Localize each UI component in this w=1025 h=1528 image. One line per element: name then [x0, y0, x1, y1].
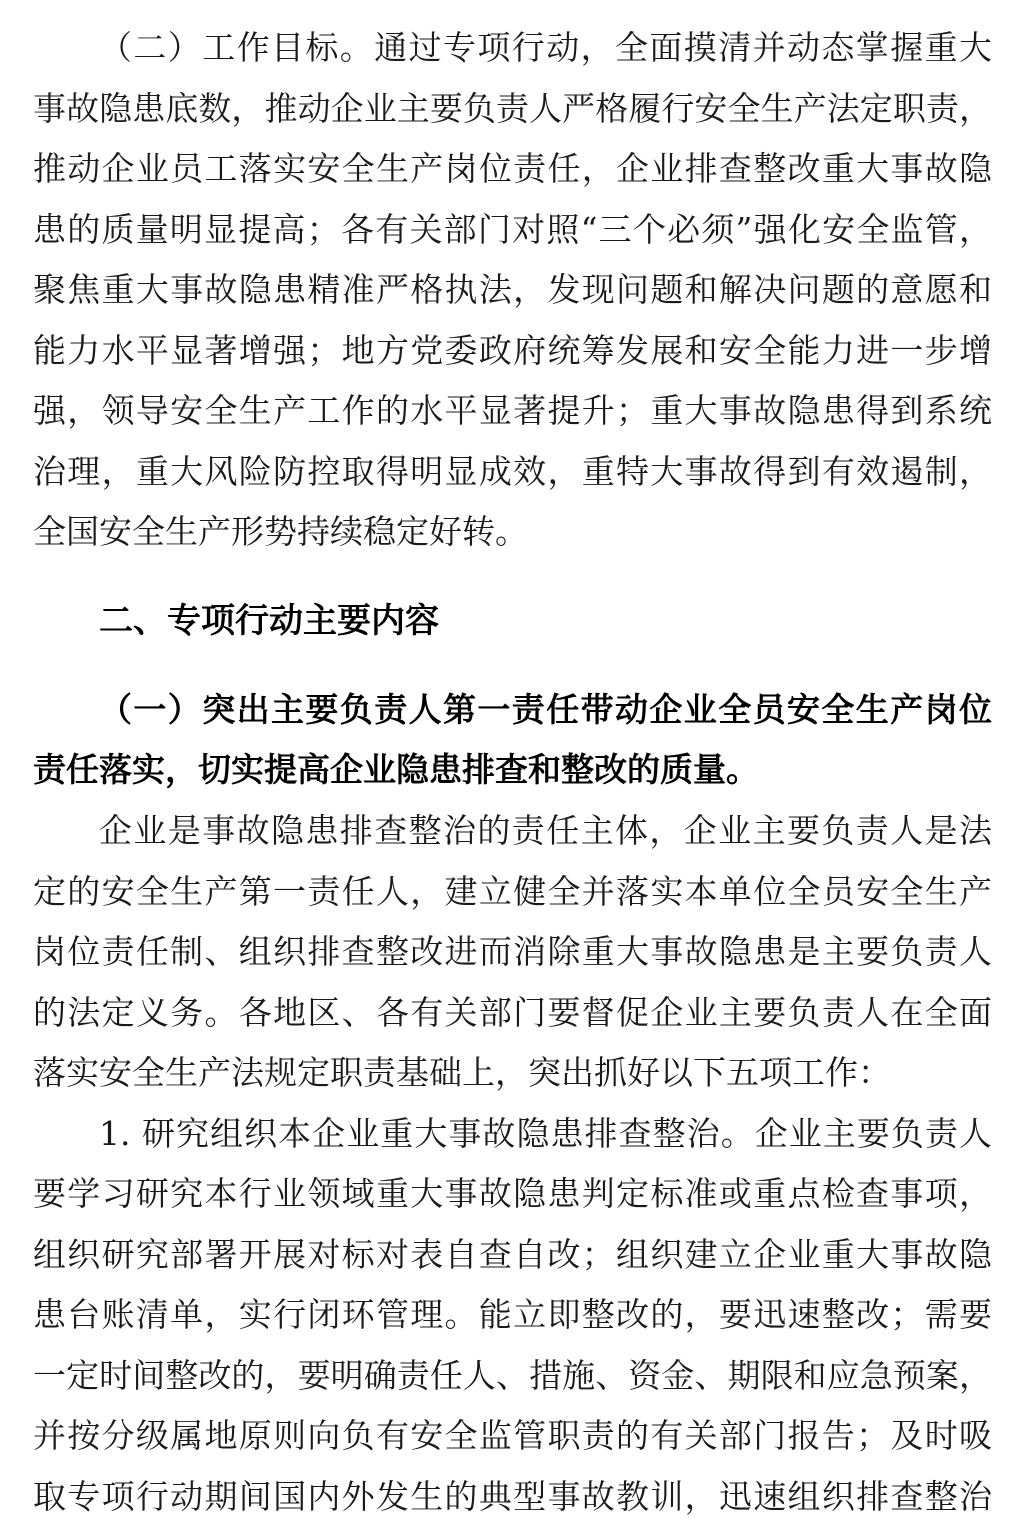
text-line: （二）工作目标。通过专项行动，全面摸清并动态掌握重大 [99, 28, 992, 67]
text-line: 责任落实，切实提高企业隐患排查和整改的质量。 [33, 750, 759, 790]
subsection-1-heading [33, 680, 992, 801]
text-line: 企业是事故隐患排查整治的责任主体，企业主要负责人是法 [99, 811, 992, 850]
paragraph-work-goals [33, 18, 992, 563]
section-heading-text: 二、专项行动主要内容 [99, 601, 439, 642]
text-line: 全国安全生产形势持续稳定好转。 [33, 512, 528, 552]
text-line: 取专项行动期间国内外发生的典型事故教训，迅速组织排查整治 [33, 1477, 992, 1517]
text-line: 要学习研究本行业领域重大事故隐患判定标准或重点检查事项， [33, 1174, 992, 1214]
text-line: 患台账清单，实行闭环管理。能立即整改的，要迅速整改；需要 [33, 1295, 992, 1335]
text-line: 的法定义务。各地区、各有关部门要督促企业主要负责人在全面 [33, 992, 992, 1032]
text-line: 治理，重大风险防控取得明显成效，重特大事故得到有效遏制， [33, 451, 992, 491]
paragraph-enterprise-responsibility [33, 801, 992, 1104]
text-line: 岗位责任制、组织排查整改进而消除重大事故隐患是主要负责人 [33, 932, 992, 972]
text-line: 1. 研究组织本企业重大事故隐患排查整治。企业主要负责人 [99, 1113, 992, 1153]
text-line: 落实安全生产法规定职责基础上，突出抓好以下五项工作： [33, 1053, 891, 1093]
text-line: 事故隐患底数，推动企业主要负责人严格履行安全生产法定职责， [33, 88, 992, 128]
paragraph-task-1 [33, 1104, 992, 1528]
text-line: 组织研究部署开展对标对表自查自改；组织建立企业重大事故隐 [33, 1234, 992, 1274]
section-2-heading [33, 591, 992, 652]
text-line: 定的安全生产第一责任人，建立健全并落实本单位全员安全生产 [33, 871, 992, 911]
text-line: 患的质量明显提高；各有关部门对照“三个必须”强化安全监管， [33, 209, 992, 249]
text-line: 聚焦重大事故隐患精准严格执法，发现问题和解决问题的意愿和 [33, 270, 992, 310]
text-line: 一定时间整改的，要明确责任人、措施、资金、期限和应急预案， [33, 1355, 992, 1395]
text-line: 强，领导安全生产工作的水平显著提升；重大事故隐患得到系统 [33, 391, 992, 431]
text-line: 能力水平显著增强；地方党委政府统筹发展和安全能力进一步增 [33, 330, 992, 370]
text-line: 并按分级属地原则向负有安全监管职责的有关部门报告；及时吸 [33, 1416, 992, 1456]
text-line: 推动企业员工落实安全生产岗位责任，企业排查整改重大事故隐 [33, 149, 992, 189]
text-line: （一）突出主要负责人第一责任带动企业全员安全生产岗位 [99, 689, 992, 729]
